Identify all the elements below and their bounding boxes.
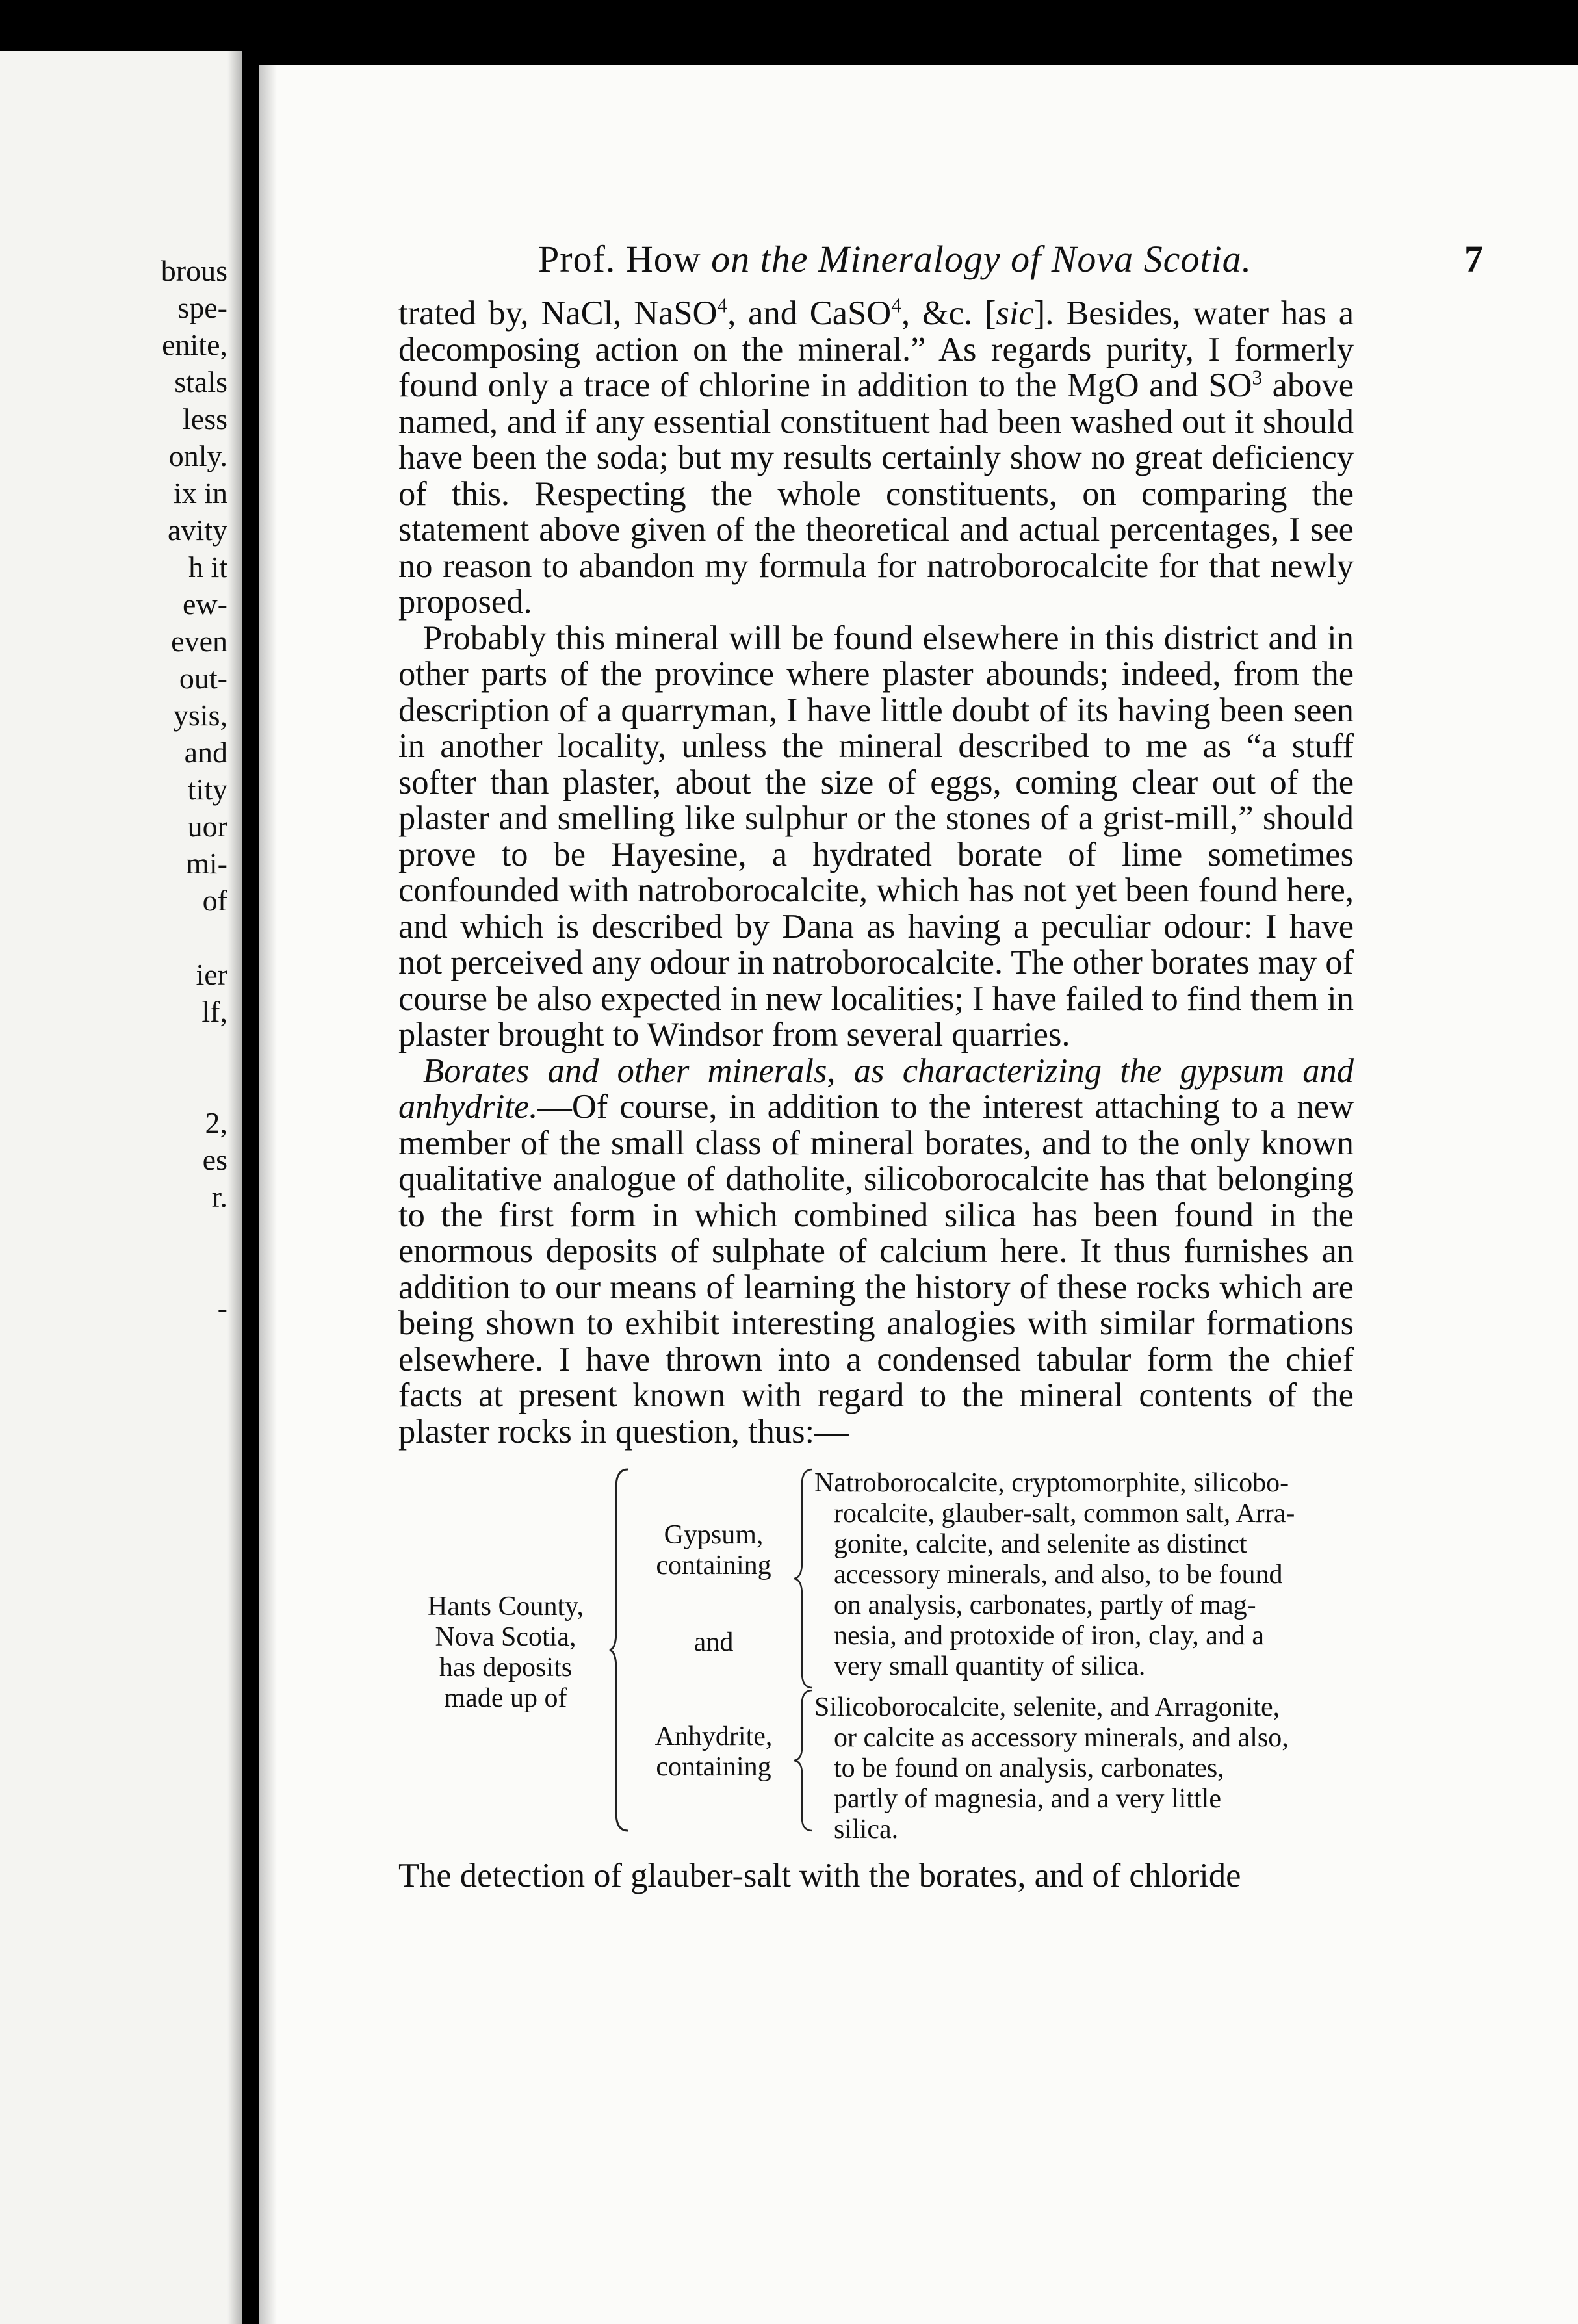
fragment: ix in	[173, 476, 227, 510]
fragment: tity	[187, 773, 227, 806]
paragraph-1	[398, 296, 1354, 621]
facing-page	[0, 51, 242, 2324]
mineral-line: silica.	[834, 1814, 899, 1844]
table-locality	[398, 1592, 613, 1714]
continuation-line: The detection of glauber-salt with the borates, and of chloride	[398, 1857, 1241, 1894]
sic-note: sic	[996, 294, 1034, 332]
paragraph-3	[398, 1053, 1354, 1451]
fragment: ier	[196, 958, 227, 991]
mineral-line: nesia, and protoxide of iron, clay, and a	[834, 1621, 1265, 1651]
fragment: es	[202, 1143, 227, 1176]
fragment: enite,	[162, 328, 227, 361]
text-run: above named, and if any essential constituent had been washed out it should have been the soda; but my results certainly show no great deficiency of this. Respecting the whole constituents, on comparing the statement above given of the theoretical and actual percentages, I see no reason to abandon my formula for natroborocalcite for that newly proposed.	[398, 367, 1354, 621]
mineral-table	[398, 1468, 1354, 1844]
rock-qualifier: containing	[656, 1752, 771, 1782]
mineral-line: on analysis, carbonates, partly of mag-	[834, 1590, 1256, 1620]
locality-line: has deposits	[439, 1653, 573, 1683]
fragment: of	[202, 884, 227, 917]
gypsum-brace-icon	[792, 1468, 818, 1689]
running-head	[398, 237, 1578, 296]
fragment: less	[183, 402, 227, 435]
fragment: stals	[174, 365, 227, 398]
and-label: and	[693, 1627, 734, 1657]
mineral-line: very small quantity of silica.	[834, 1651, 1146, 1681]
text-run: , &c. [	[901, 294, 996, 332]
anhydrite-minerals	[814, 1692, 1360, 1845]
mineral-line: gonite, calcite, and selenite as distinct	[834, 1529, 1247, 1559]
mineral-line: accessory minerals, and also, to be found	[834, 1560, 1283, 1590]
fragment: lf,	[201, 995, 227, 1028]
fragment: h it	[188, 550, 227, 584]
fragment: r.	[211, 1180, 227, 1213]
running-head-text	[538, 237, 1252, 281]
fragment: ysis,	[173, 699, 227, 732]
rock-qualifier: containing	[656, 1551, 771, 1581]
running-head-title: on the Mineralogy of Nova Scotia.	[701, 238, 1252, 280]
page-number: 7	[1464, 238, 1484, 280]
text-run: trated by, NaCl, NaSO	[398, 294, 718, 332]
mineral-line: Silicoborocalcite, selenite, and Arragonite,	[814, 1692, 1280, 1722]
fragment: ew-	[183, 587, 227, 621]
superscript: 4	[717, 294, 728, 317]
gypsum-label	[636, 1520, 792, 1581]
running-head-author: Prof. How	[538, 238, 701, 280]
fragment: brous	[161, 254, 227, 287]
fragment: -	[217, 1291, 227, 1324]
superscript: 4	[891, 294, 901, 317]
superscript: 3	[1252, 366, 1263, 389]
mineral-line: Natroborocalcite, cryptomorphite, silicobo-	[814, 1468, 1289, 1498]
locality-line: Hants County,	[428, 1592, 584, 1621]
fragment: 2,	[205, 1106, 227, 1139]
mineral-line: partly of magnesia, and a very little	[834, 1784, 1221, 1814]
text-run: , and CaSO	[727, 294, 892, 332]
table-rock-types	[616, 1468, 785, 1832]
anhydrite-brace-icon	[792, 1689, 818, 1832]
text-run: ]. Besides, water has a decomposing action on the mineral.” As regards purity, I formerly found only a trace of chlorine in addition to the MgO and SO	[398, 294, 1354, 404]
page-content	[398, 237, 1578, 1894]
section-heading: Borates and other minerals, as characterizing the gypsum and anhydrite.	[398, 1052, 1354, 1126]
locality-line: made up of	[444, 1683, 567, 1713]
facing-page-text	[161, 252, 227, 1326]
fragment: avity	[168, 513, 227, 547]
text-run: —Of course, in addition to the interest attaching to a new member of the small class of mineral borates, and to the only known qualitative analogue of datholite, silicoborocalcite has that belonging to the first form in which combined silica has been found in the enormous deposits of sulphate of calcium here. It thus furnishes an addition to our means of learning the history of these rocks which are being shown to exhibit interesting analogies with similar formations elsewhere. I have thrown into a condensed tabular form the chief facts at present known with regard to the mineral contents of the plaster rocks in question, thus:—	[398, 1088, 1354, 1451]
anhydrite-label	[636, 1722, 792, 1783]
locality-line: Nova Scotia,	[435, 1622, 576, 1652]
mineral-line: rocalcite, glauber-salt, common salt, Arra-	[834, 1499, 1295, 1529]
fragment: uor	[187, 810, 227, 843]
gypsum-minerals	[814, 1468, 1360, 1682]
mineral-line: to be found on analysis, carbonates,	[834, 1753, 1224, 1783]
fragment: even	[171, 625, 227, 658]
large-brace-icon	[608, 1468, 634, 1832]
body-text	[398, 296, 1354, 1450]
mineral-line: or calcite as accessory minerals, and also,	[834, 1723, 1289, 1753]
gutter-shadow	[227, 51, 242, 2324]
rock-name: Gypsum,	[664, 1520, 764, 1550]
fragment: and	[184, 736, 227, 769]
book-page	[259, 65, 1578, 2324]
paragraph-2: Probably this mineral will be found elsewhere in this district and in other parts of the province where plaster abounds; indeed, from the description of a quarryman, I have little doubt of its having been seen in another locality, unless the mineral described to me as “a stuff softer than plaster, about the size of eggs, coming clear out of the plaster and smelling like sulphur or the stones of a grist-mill,” should prove to be Hayesine, a hydrated borate of lime sometimes confounded with natroborocalcite, which has not yet been found here, and which is described by Dana as having a peculiar odour: I have not perceived any odour in natroborocalcite. The other borates may of course be also expected in new localities; I have failed to find them in plaster brought to Windsor from several quarries.	[398, 619, 1354, 1053]
fragment: spe-	[177, 291, 227, 324]
page-shadow	[259, 65, 277, 2324]
fragment: only.	[168, 439, 227, 472]
fragment: mi-	[186, 847, 227, 880]
rock-name: Anhydrite,	[654, 1722, 773, 1751]
fragment: out-	[179, 662, 227, 695]
